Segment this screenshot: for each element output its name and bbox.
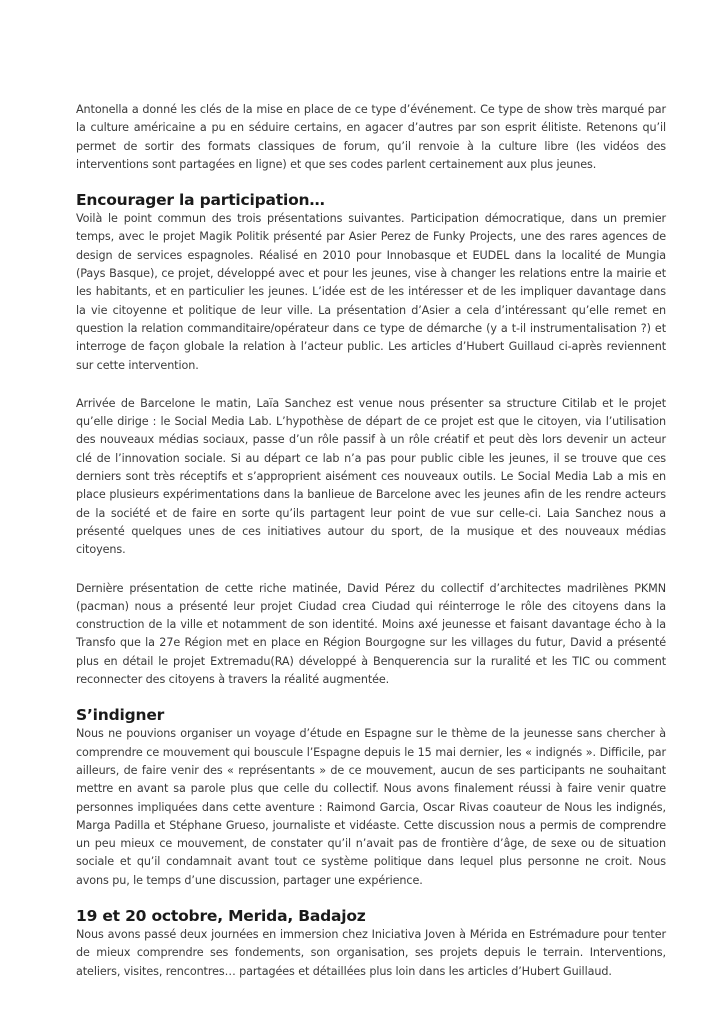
paragraph-iniciativa-joven: Nous avons passé deux journées en immersion chez Iniciativa Joven à Mérida en Estrémadure pour tenter de mieux comprendre ses fondements, son organisation, ses projets depuis le terrain. Interventions, ateliers, visites, rencontres… partagées et détaillées plus loin dans les articles d’Hubert Guillaud.: [76, 927, 666, 978]
paragraph-social-media-lab: Arrivée de Barcelone le matin, Laïa Sanchez est venue nous présenter sa structure Citilab et le projet qu’elle dirige : le Social Media Lab. L’hypothèse de départ de ce projet est que le citoyen, via l’utilisation des nouveaux médias sociaux, passe d’un rôle passif à un rôle créatif et peut dès lors devenir un acteur clé de l’innovation sociale. Si au départ ce lab n’a pas pour public cible les jeunes, il se trouve que ces derniers sont très réceptifs et s’approprient aisément ces nouveaux outils. Le Social Media Lab a mis en place plusieurs expérimentations dans la banlieue de Barcelone avec les jeunes afin de les rendre acteurs de la société et de faire en sorte qu’ils partagent leur point de vue sur celle-ci. Laia Sanchez nous a présenté quelques unes de ces initiatives autour du sport, de la musique et des nouveaux médias citoyens.: [76, 396, 666, 557]
heading-merida-badajoz: 19 et 20 octobre, Merida, Badajoz: [76, 906, 366, 925]
paragraph-ciudad-crea-ciudad: Dernière présentation de cette riche matinée, David Pérez du collectif d’architectes madrilènes PKMN (pacman) nous a présenté leur projet Ciudad crea Ciudad qui réinterroge le rôle des citoyens dans la construction de la ville et notamment de son identité. Moins axé jeunesse et faisant davantage écho à la Transfo que la 27e Région met en place en Région Bourgogne sur les villages du futur, David a présenté plus en détail le projet Extremadu(RA) développé à Benquerencia sur la ruralité et les TIC ou comment reconnecter des citoyens à travers la réalité augmentée.: [76, 581, 666, 687]
heading-encourager-participation: Encourager la participation…: [76, 191, 325, 210]
heading-sindigner: S’indigner: [76, 706, 165, 725]
paragraph-indignes: Nous ne pouvions organiser un voyage d’étude en Espagne sur le thème de la jeunesse sans chercher à comprendre ce mouvement qui bouscule l’Espagne depuis le 15 mai dernier, les « indignés ». Difficile, par ailleurs, de faire venir des « représentants » de ce mouvement, aucun de ses participants ne souhaitant mettre en avant sa parole plus que celle du collectif. Nous avons finalement réussi à faire venir quatre personnes impliquées dans cette aventure : Raimond Garcia, Oscar Rivas coauteur de Nous les indignés, Marga Padilla et Stéphane Grueso, journaliste et vidéaste. Cette discussion nous a permis de comprendre un peu mieux ce mouvement, de constater qu’il n’avait pas de frontière d’âge, de sexe ou de situation sociale et qu’il condamnait avant tout ce système politique dans lequel plus personne ne croit. Nous avons pu, le temps d’une discussion, partager une expérience.: [76, 727, 666, 887]
document-page: [76, 101, 666, 981]
intro-paragraph: Antonella a donné les clés de la mise en place de ce type d’événement. Ce type de show très marqué par la culture américaine a pu en séduire certains, en agacer d’autres par son esprit élitiste. Retenons qu’il permet de sortir des formats classiques de forum, qu’il renvoie à la culture libre (les vidéos des interventions sont partagées en ligne) et que ses codes parlent certainement aux plus jeunes.: [76, 103, 666, 171]
paragraph-magik-politik: Voilà le point commun des trois présentations suivantes. Participation démocratique, dans un premier temps, avec le projet Magik Politik présenté par Asier Perez de Funky Projects, une des rares agences de design de services espagnoles. Réalisé en 2010 pour Innobasque et EUDEL dans la localité de Mungia (Pays Basque), ce projet, développé avec et pour les jeunes, vise à changer les relations entre la mairie et les habitants, et en particulier les jeunes. L’idée est de les intéresser et de les impliquer davantage dans la vie citoyenne et politique de leur ville. La présentation d’Asier a cela d’intéressant qu’elle remet en question la relation commanditaire/opérateur dans ce type de démarche (y a t-il instrumentalisation ?) et interroge de façon globale la relation à l’acteur public. Les articles d’Hubert Guillaud ci-après reviennent sur cette intervention.: [76, 212, 666, 372]
